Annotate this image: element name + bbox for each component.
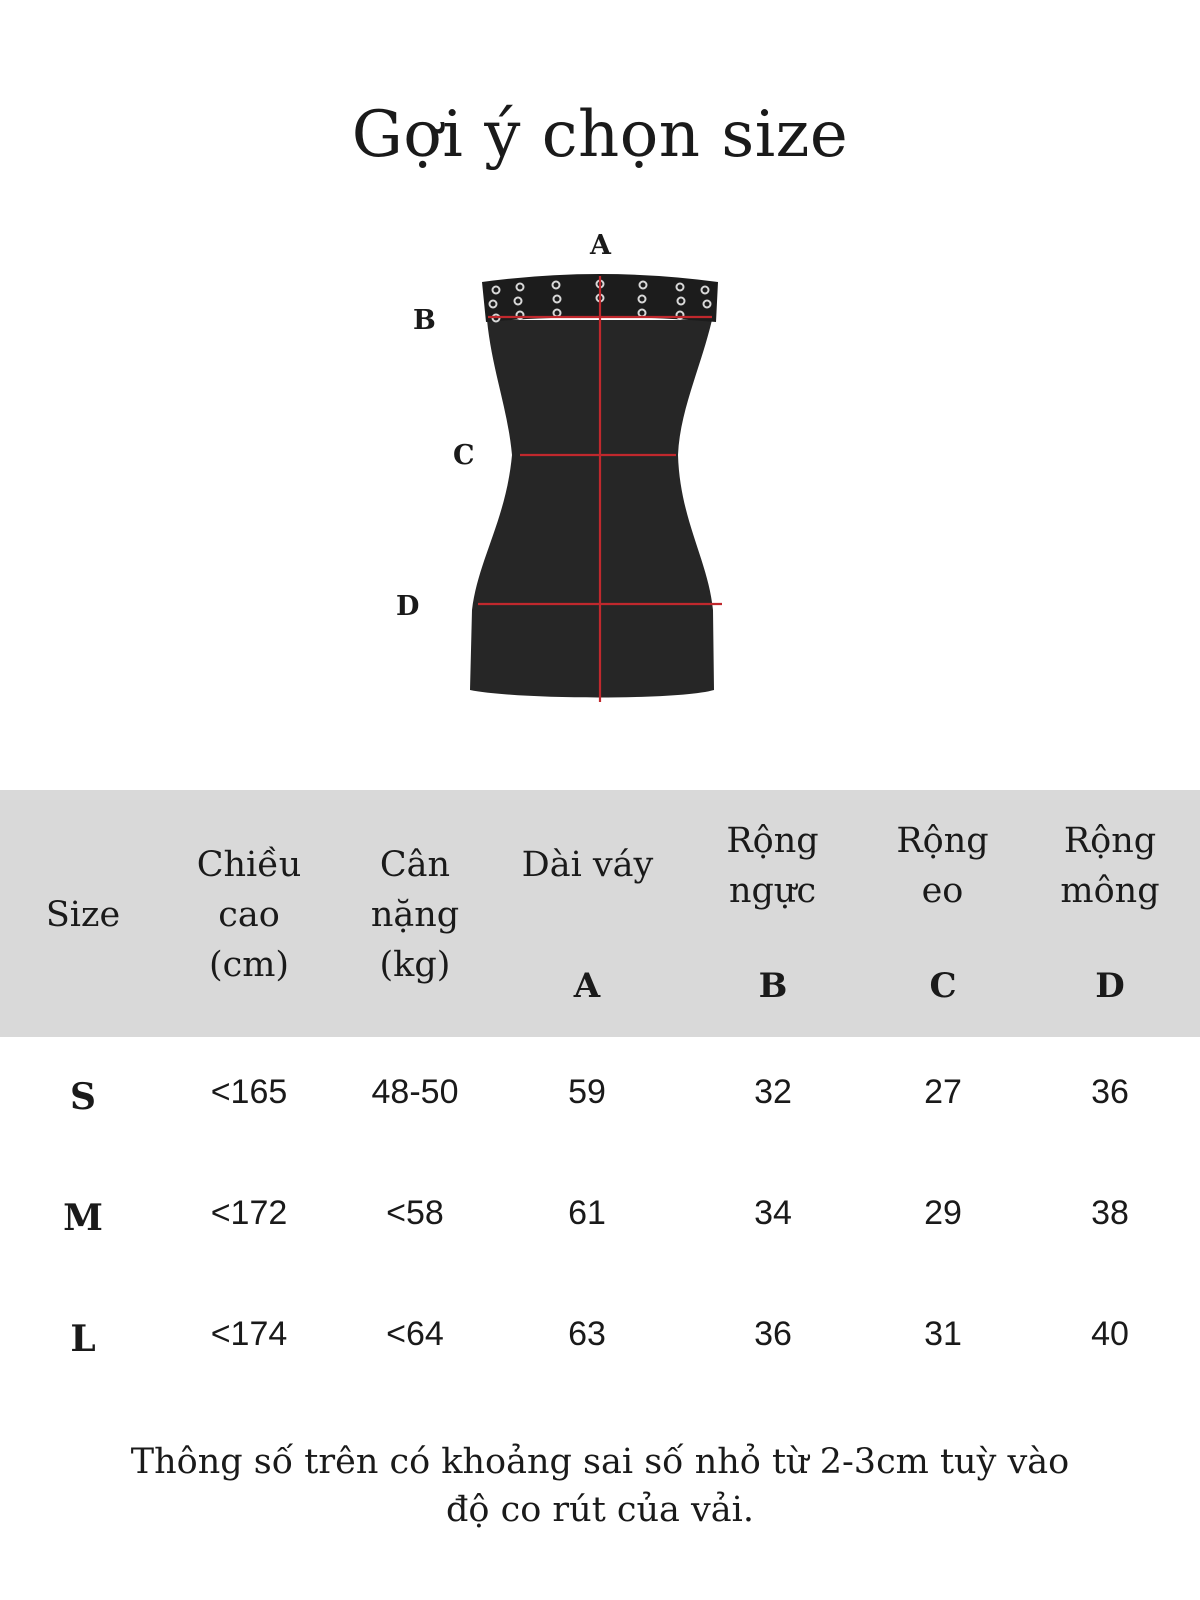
row-s-weight: 48-50 (371, 1073, 459, 1111)
header-size: Size (45, 895, 121, 935)
label-b: B (413, 305, 436, 336)
row-l-height: <174 (210, 1315, 288, 1353)
row-m-chest: 34 (754, 1194, 792, 1232)
measurement-diagram (0, 0, 1200, 760)
header-weight: Cân nặng (kg) (370, 845, 460, 985)
row-l-size: L (70, 1318, 96, 1360)
header-hip: Rộng mông (1060, 821, 1160, 911)
row-l-waist: 31 (924, 1315, 962, 1353)
header-height: Chiều cao (cm) (196, 845, 302, 985)
row-m-hip: 38 (1091, 1194, 1129, 1232)
header-chest: Rộng ngực (726, 821, 819, 911)
row-s-waist: 27 (924, 1073, 962, 1111)
label-d: D (396, 591, 420, 622)
header-waist-letter: C (929, 966, 957, 1006)
row-l-chest: 36 (754, 1315, 792, 1353)
row-s-length: 59 (568, 1073, 606, 1111)
tolerance-note-line2: độ co rút của vải. (446, 1490, 754, 1530)
row-s-hip: 36 (1091, 1073, 1129, 1111)
label-c: C (453, 440, 475, 471)
tolerance-note-line1: Thông số trên có khoảng sai số nhỏ từ 2-3cm tuỳ vào (130, 1442, 1070, 1482)
tolerance-note (100, 1438, 1100, 1534)
row-s-chest: 32 (754, 1073, 792, 1111)
row-s-size: S (70, 1076, 96, 1118)
header-hip-letter: D (1095, 966, 1125, 1006)
row-m-waist: 29 (924, 1194, 962, 1232)
row-l-length: 63 (568, 1315, 606, 1353)
page-title: Gợi ý chọn size (351, 98, 849, 172)
header-chest-letter: B (758, 966, 788, 1006)
row-m-length: 61 (568, 1194, 606, 1232)
row-l-hip: 40 (1091, 1315, 1129, 1353)
row-s-height: <165 (210, 1073, 288, 1111)
row-m-weight: <58 (386, 1194, 444, 1232)
header-length: Dài váy (521, 845, 654, 885)
dress-body (470, 320, 714, 698)
row-m-size: M (63, 1197, 103, 1239)
header-waist: Rộng eo (896, 821, 989, 911)
dress-illustration (0, 0, 1200, 760)
label-a: A (590, 230, 611, 261)
row-m-height: <172 (210, 1194, 288, 1232)
header-length-letter: A (573, 966, 601, 1006)
row-l-weight: <64 (386, 1315, 444, 1353)
